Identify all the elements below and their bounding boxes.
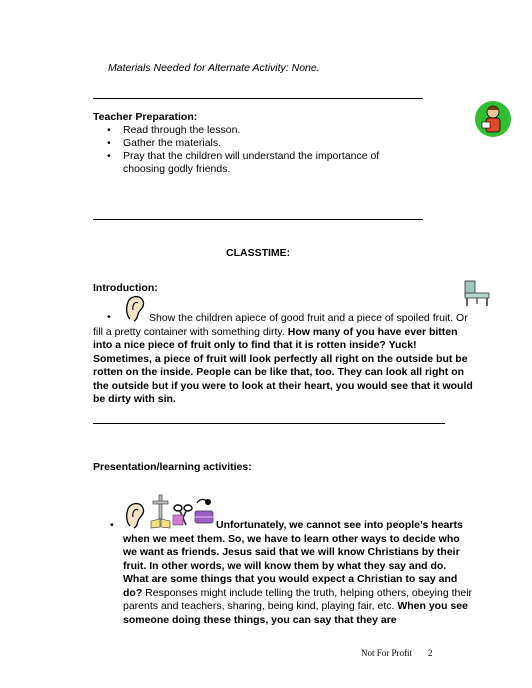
bullet: •: [107, 311, 111, 323]
presentation-responses: Responses might include telling the truth, helping others, obeying their parents and teachers, sharing, being kind, playing fair, etc.: [123, 586, 473, 612]
presentation-text: [123, 519, 473, 627]
intro-question: How many of you have ever bitten into a nice piece of fruit only to find that it is rotten inside? Yuck! Sometimes, a piece of fruit will look perfectly all right on the outside but be rotten on the inside. People can be like that, too. They can look all right on the outside but if you were to look at their heart, you would see that it would be dirty with sin.: [93, 325, 473, 405]
footer-text: Not For Profit: [361, 648, 413, 658]
teacher-prep-heading: Teacher Preparation:: [93, 111, 198, 123]
list-item: • Gather the materials.: [93, 137, 393, 150]
chair-icon: [461, 279, 495, 307]
teacher-prep-list: [93, 124, 393, 176]
presentation-heading: Presentation/learning activities:: [93, 461, 252, 473]
introduction-heading: Introduction:: [93, 282, 158, 294]
classtime-heading: CLASSTIME:: [226, 247, 291, 259]
presentation-bold-1: Unfortunately, we cannot see into people’s hearts when we meet them. So, we have to learn other ways to decide who we want as friends. Jesus said that we will know Christians by their fruit. In other words, we will know them by what they say and do. What are some things that you would expect a Christian to say and do?: [123, 519, 463, 599]
list-item: • Pray that the children will understand the importance of choosing godly friends.: [93, 150, 393, 176]
presentation-bold-2: When you see someone doing these things, you can say that they are: [123, 600, 468, 626]
bullet: •: [110, 519, 114, 531]
introduction-text: [93, 312, 475, 407]
teacher-icon: [474, 100, 512, 138]
divider: [93, 219, 423, 220]
divider: [93, 98, 423, 99]
materials-alt-line: Materials Needed for Alternate Activity: None.: [108, 62, 320, 74]
intro-lead: Show the children apiece of good fruit and a piece of spoiled fruit. Or fill a pretty container with something dirty.: [93, 312, 468, 338]
list-item: • Read through the lesson.: [93, 124, 393, 137]
page-number: 2: [428, 648, 433, 658]
divider: [93, 423, 445, 424]
